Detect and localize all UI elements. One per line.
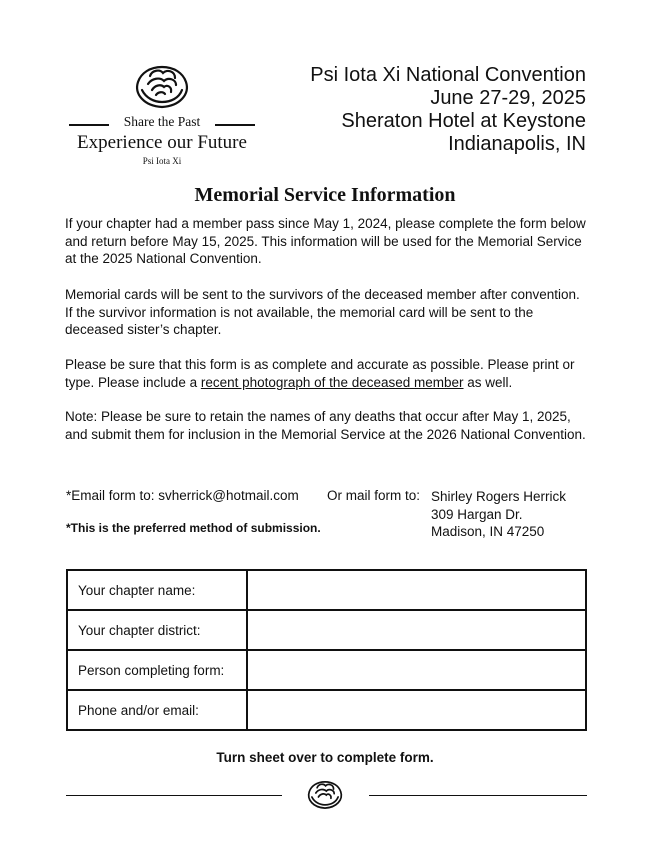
logo [66, 62, 258, 172]
convention-header [310, 64, 586, 156]
motto-big: Experience our Future [77, 132, 247, 153]
table-row [67, 570, 586, 610]
instructions-paragraph [65, 356, 590, 391]
instructions-text-end: as well. [463, 374, 513, 390]
chapter-name-label: Your chapter name: [67, 570, 247, 610]
turn-sheet-note: Turn sheet over to complete form. [216, 750, 434, 765]
page-title: Memorial Service Information [194, 184, 456, 206]
mail-label: Or mail form to: [327, 488, 421, 503]
convention-name: Psi Iota Xi National Convention [310, 64, 586, 86]
note-paragraph: Note: Please be sure to retain the names of any deaths that occur after May 1, 2025, and submit them for inclusion in the Memorial Service at the 2026 National Convention. [65, 409, 586, 442]
motto-small: Share the Past [123, 114, 201, 129]
memorial-cards-paragraph: Memorial cards will be sent to the survivors of the deceased member after convention. If the survivor information is not available, the memorial card will be sent to the deceased sister’s chapter. [65, 287, 580, 337]
phone-email-field[interactable] [247, 690, 586, 730]
convention-dates: June 27-29, 2025 [430, 87, 586, 109]
rose-icon [130, 62, 194, 112]
mail-name: Shirley Rogers Herrick [431, 489, 567, 504]
memorial-form-table [66, 569, 587, 731]
rose-icon [304, 778, 346, 812]
phone-email-label: Phone and/or email: [67, 690, 247, 730]
logo-org-name: Psi Iota Xi [142, 156, 182, 166]
mail-street: 309 Hargan Dr. [431, 506, 523, 522]
convention-venue: Sheraton Hotel at Keystone [341, 110, 586, 132]
person-completing-label: Person completing form: [67, 650, 247, 690]
mail-city: Madison, IN 47250 [431, 524, 545, 539]
intro-paragraph: If your chapter had a member pass since May 1, 2024, please complete the form below and return before May 15, 2025. This information will be used for the Memorial Service at the 2025 National Convention. [65, 216, 586, 266]
email-instruction: *Email form to: svherrick@hotmail.com [66, 488, 299, 503]
person-completing-field[interactable] [247, 650, 586, 690]
table-row [67, 610, 586, 650]
table-row [67, 650, 586, 690]
table-row [67, 690, 586, 730]
footer-divider-left [66, 795, 282, 796]
instructions-text: Please be sure that this form is as complete and accurate as possible. Please print or type. Please include a [65, 357, 575, 390]
chapter-district-label: Your chapter district: [67, 610, 247, 650]
photo-requirement: recent photograph of the deceased member [200, 374, 464, 390]
mail-address [431, 488, 566, 541]
footer-divider-right [369, 795, 587, 796]
motto-row [66, 114, 258, 134]
convention-city: Indianapolis, IN [448, 133, 586, 155]
chapter-name-field[interactable] [247, 570, 586, 610]
chapter-district-field[interactable] [247, 610, 586, 650]
motto-divider-right [215, 124, 255, 126]
preferred-method-note: *This is the preferred method of submission. [66, 521, 321, 535]
